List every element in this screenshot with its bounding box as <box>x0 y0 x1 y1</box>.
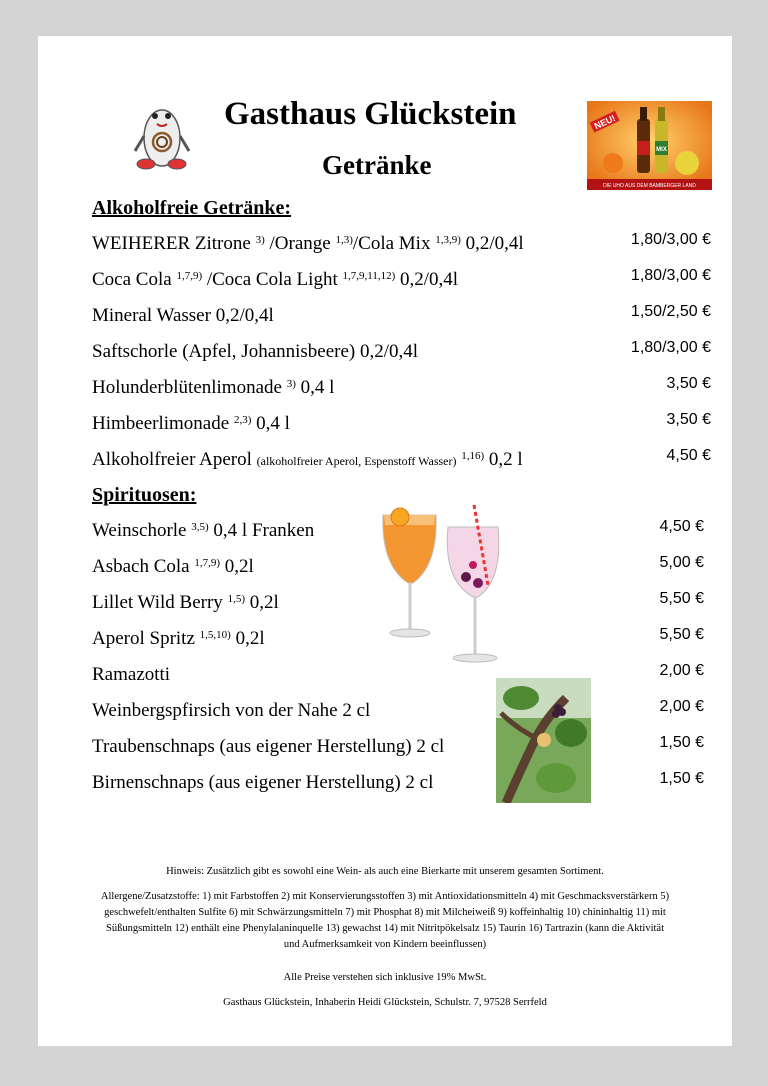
allergen-superscript: 1,3) <box>335 234 353 246</box>
footer-preise: Alle Preise verstehen sich inklusive 19% MwSt. <box>283 972 487 983</box>
menu-item <box>92 268 458 292</box>
menu-item <box>92 412 290 436</box>
item-text: Aperol Spritz <box>92 628 200 649</box>
item-text: Coca Cola <box>92 269 177 290</box>
item-text: /Coca Cola Light <box>202 269 343 290</box>
item-text: Holunderblütenlimonade <box>92 377 287 398</box>
item-price: 1,50/2,50 € <box>630 303 711 320</box>
item-price: 4,50 € <box>659 518 704 535</box>
footer-adresse: Gasthaus Glückstein, Inhaberin Heidi Glückstein, Schulstr. 7, 97528 Serrfeld <box>223 997 547 1008</box>
item-text: 0,4 l <box>295 377 335 398</box>
allergen-superscript: 2,3) <box>233 414 252 426</box>
item-price: 1,80/3,00 € <box>630 267 711 284</box>
section-heading-alkoholfrei: Alkoholfreie Getränke: <box>92 197 292 219</box>
allergen-superscript: 3,5) <box>191 521 209 533</box>
item-text: Saftschorle (Apfel, Johannisbeere) 0,2/0,4l <box>92 341 419 362</box>
item-text: 0,2 l <box>484 449 523 470</box>
allergen-superscript: 1,7,9,11,12) <box>342 270 396 282</box>
allergen-superscript: 1,7,9) <box>194 557 221 569</box>
section-heading-spirituosen: Spirituosen: <box>92 484 197 506</box>
menu-item <box>92 699 370 723</box>
item-text: Mineral Wasser 0,2/0,4l <box>92 305 274 326</box>
allergen-superscript: 1,16) <box>461 450 485 462</box>
allergen-superscript: 1,5) <box>227 593 245 605</box>
allergen-superscript: 1,7,9) <box>176 270 203 282</box>
menu-item <box>92 340 418 364</box>
item-text: /Orange <box>264 233 336 254</box>
item-price: 2,00 € <box>659 698 704 715</box>
menu-item <box>92 591 279 615</box>
menu-item <box>92 448 523 473</box>
item-text: 0,2l <box>244 592 279 613</box>
item-text: 0,2/0,4l <box>460 233 524 254</box>
grapevine-photo-image <box>496 678 591 803</box>
menu-item <box>92 376 334 400</box>
item-text: WEIHERER Zitrone <box>92 233 256 254</box>
promo-badge: NEU! <box>592 112 617 132</box>
item-text: 0,4 l Franken <box>208 520 315 541</box>
item-price: 4,50 € <box>666 447 711 464</box>
menu-item <box>92 735 444 759</box>
footer-hinweis: Hinweis: Zusätzlich gibt es sowohl eine Wein- als auch eine Bierkarte mit unserem gesamten Sortiment. <box>166 866 604 877</box>
item-price: 2,00 € <box>659 662 704 679</box>
item-text: Alkoholfreier Aperol <box>92 449 257 470</box>
menu-item <box>92 771 433 795</box>
menu-item <box>92 304 274 328</box>
item-detail: (alkoholfreier Aperol, Espenstoff Wasser) <box>256 454 457 468</box>
promo-bottles-image <box>587 101 712 190</box>
menu-item <box>92 627 265 651</box>
item-text: Asbach Cola <box>92 556 195 577</box>
item-price: 1,50 € <box>659 770 704 787</box>
item-price: 1,80/3,00 € <box>630 339 711 356</box>
item-text: Himbeerlimonade <box>92 413 234 434</box>
item-price: 3,50 € <box>666 411 711 428</box>
item-text: /Cola Mix <box>352 233 436 254</box>
allergen-superscript: 3) <box>286 378 296 390</box>
menu-item <box>92 232 524 256</box>
item-text: 0,2l <box>230 628 265 649</box>
item-text: Ramazotti <box>92 664 171 685</box>
item-text: 0,4 l <box>251 413 290 434</box>
item-text: Weinbergspfirsich von der Nahe 2 cl <box>92 700 371 721</box>
promo-tagline: DIE UHO AUS DEM BAMBERGER LAND <box>603 183 696 189</box>
item-text: Lillet Wild Berry <box>92 592 228 613</box>
item-text: Traubenschnaps (aus eigener Herstellung) 2 cl <box>92 736 445 757</box>
mascot-icon <box>130 96 194 172</box>
item-price: 3,50 € <box>666 375 711 392</box>
item-price: 5,50 € <box>659 590 704 607</box>
item-text: 0,2/0,4l <box>395 269 459 290</box>
item-text: Birnenschnaps (aus eigener Herstellung) 2 cl <box>92 772 434 793</box>
item-text: Weinschorle <box>92 520 192 541</box>
promo-bottle-label: MIX <box>656 147 667 153</box>
allergen-superscript: 1,3,9) <box>435 234 461 246</box>
cocktail-glasses-image <box>378 505 503 665</box>
menu-item <box>92 663 170 687</box>
item-price: 5,00 € <box>659 554 704 571</box>
item-price: 5,50 € <box>659 626 704 643</box>
allergen-superscript: 3) <box>255 234 265 246</box>
item-text: 0,2l <box>220 556 254 577</box>
menu-item <box>92 519 314 543</box>
allergen-superscript: 1,5,10) <box>199 629 231 641</box>
footer-allergene: Allergene/Zusatzstoffe: 1) mit Farbstoffen 2) mit Konservierungsstoffen 3) mit Antioxidationsmitteln 4) mit Geschmacksverstärkern 5) geschwefelt/enthalten Sulfite 6) mit Schwärzungsmitteln 7) mit Phosphat 8) mit Milcheiweiß 9) koffeinhaltig 10) chininhaltig 11) mit Süßungsmitteln 12) enthält eine Phenylalaninquelle 13) gewachst 14) mit Nitritpökelsalz 15) Taurin 16) Tartrazin (kann die Aktivität und Aufmerksamkeit von Kindern beeinflussen) <box>100 891 670 950</box>
item-price: 1,80/3,00 € <box>630 231 711 248</box>
page-title: Gasthaus Glückstein <box>224 96 517 132</box>
page-subtitle: Getränke <box>322 150 432 180</box>
item-price: 1,50 € <box>659 734 704 751</box>
menu-item <box>92 555 254 579</box>
